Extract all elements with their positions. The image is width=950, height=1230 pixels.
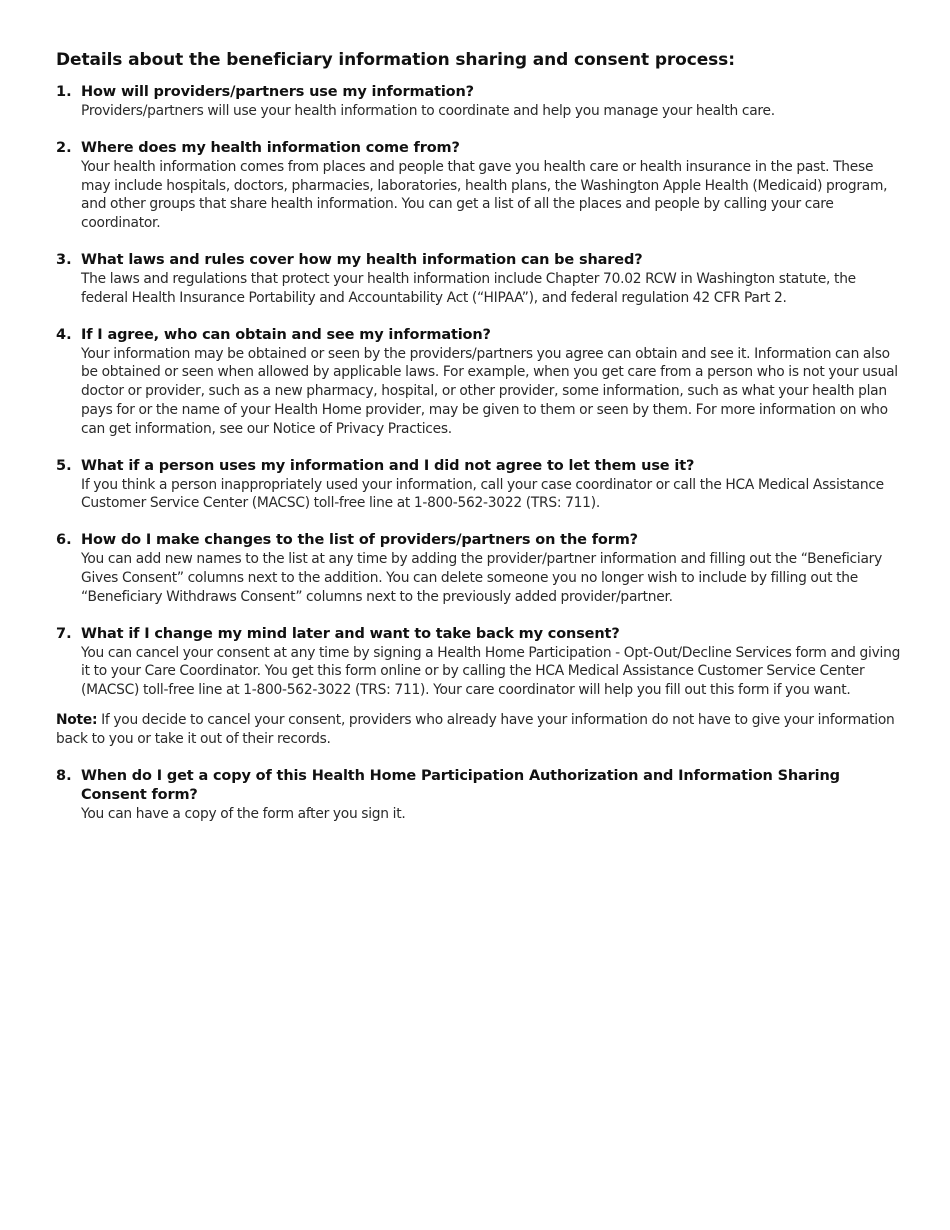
- note-text: If you decide to cancel your consent, providers who already have your information do not have to give your information back to you or take it out of their records.: [56, 711, 895, 747]
- item-question: How do I make changes to the list of providers/partners on the form?: [81, 532, 638, 549]
- item-number: 5.: [56, 457, 72, 474]
- item-answer: The laws and regulations that protect your health information include Chapter 70.02 RCW in Washington statute, the federal Health Insurance Portability and Accountability Act (“HIPAA”), and federal regulation 42 CFR Part 2.: [81, 270, 856, 306]
- item-number: 3.: [56, 251, 72, 268]
- faq-item: [56, 531, 901, 606]
- item-question: Where does my health information come from?: [81, 139, 460, 156]
- item-number: 2.: [56, 139, 72, 156]
- item-number: 1.: [56, 84, 72, 100]
- item-question: What if a person uses my information and I did not agree to let them use it?: [81, 457, 695, 474]
- faq-item: [56, 457, 901, 514]
- item-question: How will providers/partners use my information?: [81, 84, 474, 100]
- item-answer: Your information may be obtained or seen by the providers/partners you agree can obtain and see it. Information can also be obtained or seen when allowed by applicable laws. For example, when you get care from a person who is not your usual doctor or provider, such as a new pharmacy, hospital, or other provider, some information, such as what your health plan pays for or the name of your Health Home provider, may be given to them or seen by them. For more information on who can get information, see our Notice of Privacy Practices.: [81, 345, 898, 437]
- item-question: What laws and rules cover how my health information can be shared?: [81, 251, 643, 268]
- item-number: 7.: [56, 625, 72, 642]
- note-paragraph: [56, 711, 901, 749]
- item-answer: If you think a person inappropriately used your information, call your case coordinator or call the HCA Medical Assistance Customer Service Center (MACSC) toll-free line at 1-800-562-3022 (TRS: 711).: [81, 476, 884, 512]
- document-page: [56, 50, 901, 823]
- item-number: 6.: [56, 532, 72, 549]
- faq-item: [56, 326, 901, 439]
- item-answer: Providers/partners will use your health information to coordinate and help you manage your health care.: [81, 103, 775, 119]
- item-question: What if I change my mind later and want to take back my consent?: [81, 625, 620, 642]
- faq-item: [56, 83, 901, 121]
- page-title: Details about the beneficiary information sharing and consent process:: [56, 50, 735, 70]
- item-question: If I agree, who can obtain and see my information?: [81, 326, 491, 343]
- item-answer: You can add new names to the list at any time by adding the provider/partner information and filling out the “Beneficiary Gives Consent” columns next to the addition. You can delete someone you no longer wish to include by filling out the “Beneficiary Withdraws Consent” columns next to the previously added provider/partner.: [81, 551, 883, 605]
- item-answer: You can have a copy of the form after you sign it.: [81, 805, 406, 822]
- note-label: Note:: [56, 711, 98, 728]
- faq-item: [56, 251, 901, 308]
- item-question: When do I get a copy of this Health Home Participation Authorization and Information Sharing Consent form?: [81, 767, 840, 803]
- item-number: 8.: [56, 767, 72, 784]
- item-number: 4.: [56, 326, 72, 343]
- item-answer: Your health information comes from places and people that gave you health care or health insurance in the past. These may include hospitals, doctors, pharmacies, laboratories, health plans, the Washington Apple Health (Medicaid) program, and other groups that share health information. You can get a list of all the places and people by calling your care coordinator.: [81, 158, 888, 232]
- faq-item: [56, 139, 901, 233]
- faq-item: [56, 767, 901, 824]
- faq-item: [56, 625, 901, 700]
- item-answer: You can cancel your consent at any time by signing a Health Home Participation - Opt-Out/Decline Services form and giving it to your Care Coordinator. You get this form online or by calling the HCA Medical Assistance Customer Service Center (MACSC) toll-free line at 1-800-562-3022 (TRS: 711). Your care coordinator will help you fill out this form if you want.: [81, 644, 901, 699]
